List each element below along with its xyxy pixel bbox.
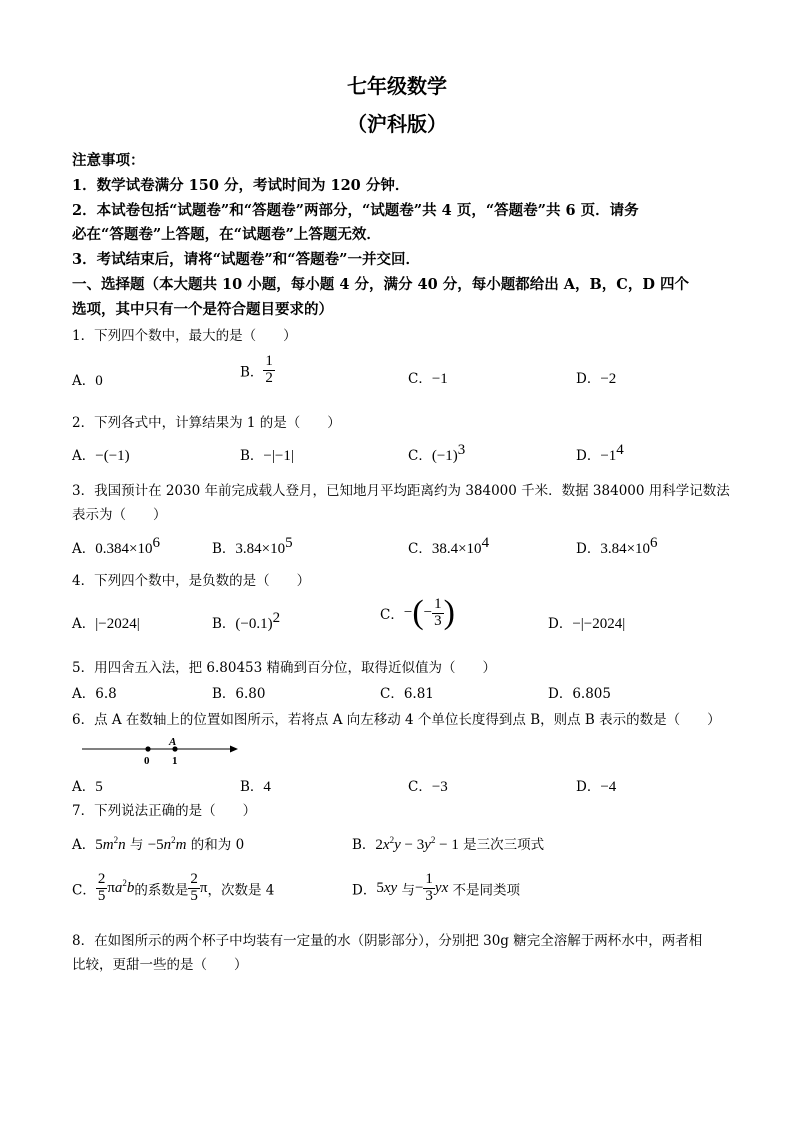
number-line-tick-0 [145, 746, 150, 751]
q5-option-b: B．6.80 [212, 686, 266, 702]
q3-stem-line-1: 3．我国预计在 2030 年前完成载人登月，已知地月平均距离约为 384000 千米．数据 384000 用科学记数法 [72, 483, 730, 499]
q7-d-fraction: $\frac{1}{3}$ [425, 871, 433, 904]
q3-option-d: D．$3.84\times 10^6$ [576, 535, 658, 557]
q7-a-expr-1: $5m^2n$ [95, 835, 126, 853]
q6-option-c: C．−3 [408, 779, 448, 795]
q7-d-expr-2: yx [434, 879, 449, 896]
q2-option-d: D．$-1^4$ [576, 442, 624, 464]
q5-stem: 5．用四舍五入法，把 6.80453 精确到百分位，取得近似值为（ ） [72, 660, 496, 676]
q7-c-expr: $\pi a^2b$ [107, 877, 135, 896]
q8-stem-line-2: 比较，更甜一些的是（ ） [72, 957, 248, 973]
q4-option-a: A．|−2024| [72, 616, 140, 632]
q4-option-d: D．−|−2024| [548, 616, 626, 632]
q1-b-fraction: $\frac{1}{2}$ [265, 353, 273, 386]
page-title: 七年级数学 [347, 74, 447, 98]
q1-option-d: D．−2 [576, 371, 617, 387]
q2-option-a: A．−(−1) [72, 448, 130, 464]
q7-option-a: A．$5m^2n$ 与 $-5n^2m$ 的和为 0 [72, 835, 245, 853]
q3-option-b: B．$3.84\times 10^5$ [212, 535, 293, 557]
notes-heading: 注意事项： [72, 152, 145, 169]
q6-stem: 6．点 A 在数轴上的位置如图所示，若将点 A 向左移动 4 个单位长度得到点 B，则点 B 表示的数是（ ） [72, 712, 721, 728]
note-2-line-2: 必在“答题卷”上答题，在“试题卷”上答题无效． [72, 226, 381, 243]
number-line-figure [80, 734, 242, 768]
q6-option-b: B．4 [240, 779, 271, 795]
section-heading-line-2: 选项，其中只有一个是符合题目要求的） [72, 301, 333, 318]
q3-option-a: A．$0.384\times 10^6$ [72, 535, 160, 557]
q7-c-fraction-1: $\frac{2}{5}$ [97, 871, 106, 904]
note-1: 1．数学试卷满分 150 分，考试时间为 120 分钟． [72, 177, 410, 194]
q4-option-c: C．−(− $\frac{1}{3}$ ) [380, 594, 455, 631]
q3-option-c: C．$38.4\times 10^4$ [408, 535, 490, 557]
q1-option-b: B． $\frac{1}{2}$ [240, 353, 273, 386]
q1-option-c: C．−1 [408, 371, 448, 387]
q6-option-a: A．5 [72, 779, 103, 795]
note-3: 3．考试结束后，请将“试题卷”和“答题卷”一并交回． [72, 251, 420, 268]
q2-stem: 2．下列各式中，计算结果为 1 的是（ ） [72, 415, 341, 431]
q6-option-d: D．−4 [576, 779, 617, 795]
q7-a-expr-2: $-5n^2m$ [147, 835, 187, 853]
section-heading-line-1: 一、选择题（本大题共 10 小题，每小题 4 分，满分 40 分，每小题都给出 A，B，C，D 四个 [72, 276, 689, 293]
q4-c-fraction: $\frac{1}{3}$ [434, 595, 442, 629]
q4-stem: 4．下列四个数中，是负数的是（ ） [72, 573, 311, 589]
q8-stem-line-1: 8．在如图所示的两个杯子中均装有一定量的水（阴影部分），分别把 30g 糖完全溶解于两杯水中，两者相 [72, 933, 703, 949]
q7-c-fraction-2: $\frac{2}{5}$ [190, 871, 198, 904]
q7-b-expr: $2x^2y - 3y^2 - 1$ [375, 835, 459, 853]
q7-option-c: C． $\frac{2}{5}$ $\pi a^2b$的系数是 $\frac{2}{5}$ π，次数是 4 [72, 871, 275, 904]
q7-stem: 7．下列说法正确的是（ ） [72, 803, 257, 819]
note-2-line-1: 2．本试卷包括“试题卷”和“答题卷”两部分，“试题卷”共 4 页，“答题卷”共 6 页．请务 [72, 202, 639, 219]
number-line-label-a: A [169, 736, 177, 748]
number-line-label-0: 0 [144, 755, 150, 767]
q4-option-b: B．$(-0.1)^2$ [212, 610, 281, 632]
number-line-label-1: 1 [172, 755, 178, 767]
q7-d-expr-1: 5xy [376, 879, 398, 896]
q5-option-d: D．6.805 [548, 686, 611, 702]
q7-option-d: D．5xy 与− $\frac{1}{3}$ yx 不是同类项 [352, 871, 521, 904]
q3-stem-line-2: 表示为（ ） [72, 507, 167, 523]
q5-option-c: C．6.81 [380, 686, 434, 702]
q2-option-b: B．−|−1| [240, 448, 294, 464]
q1-option-a: A．0 [72, 373, 103, 389]
page-subtitle: （沪科版） [347, 112, 447, 136]
q7-option-b: B．$2x^2y - 3y^2 - 1$ 是三次三项式 [352, 835, 545, 853]
q2-option-c: C．$(-1)^3$ [408, 442, 466, 464]
q5-option-a: A．6.8 [72, 686, 117, 702]
q1-stem: 1．下列四个数中，最大的是（ ） [72, 328, 297, 344]
number-line-arrow [230, 746, 238, 753]
